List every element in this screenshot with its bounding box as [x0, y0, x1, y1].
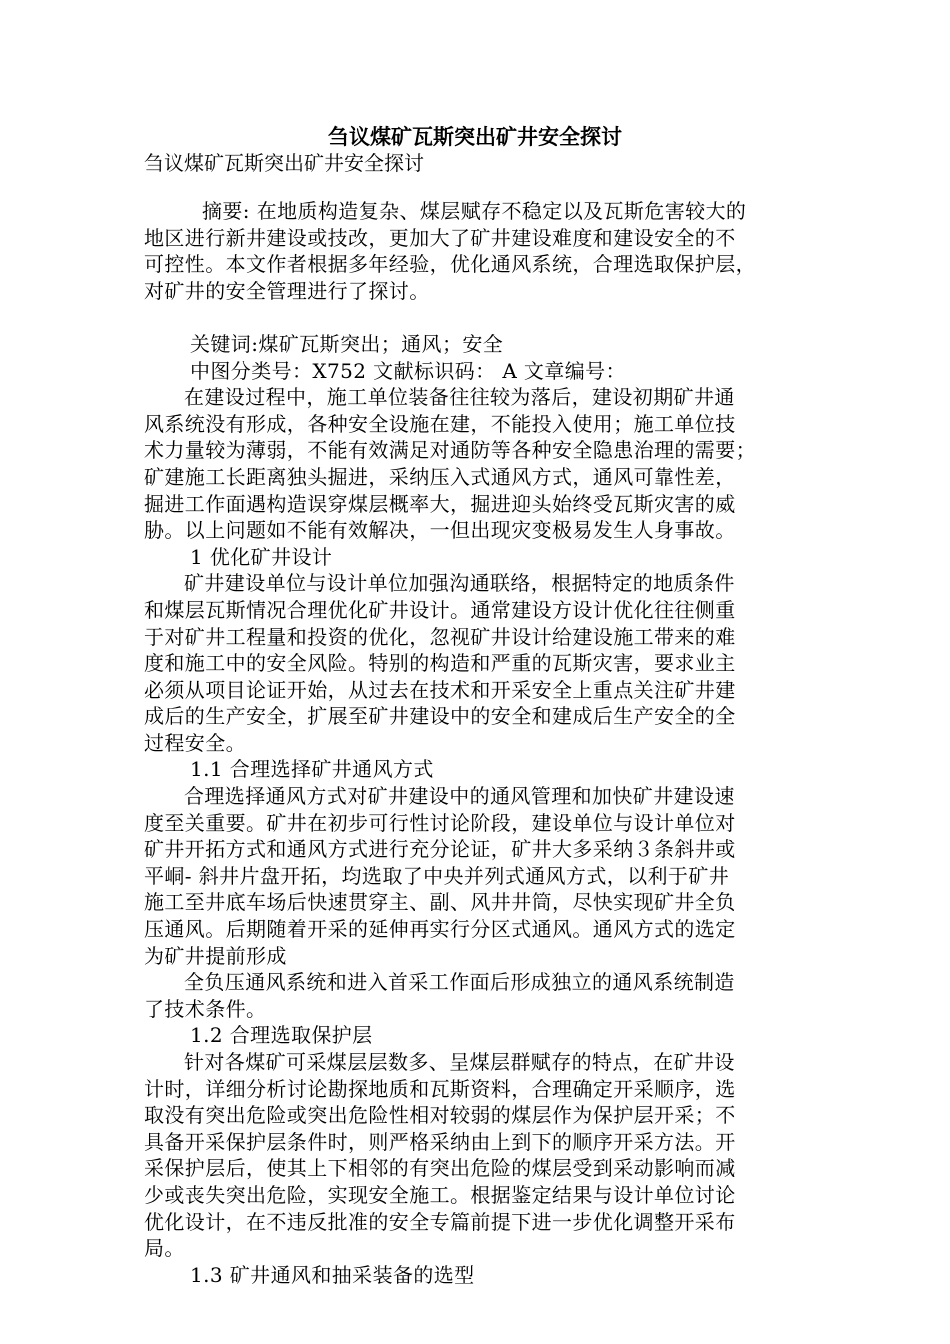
body-line: 全负压通风系统和进入首采工作面后形成独立的通风系统制造 [184, 970, 735, 995]
body-line: 为矿井提前形成 [144, 943, 287, 968]
body-line: 针对各煤矿可采煤层层数多、呈煤层群赋存的特点，在矿井设 [184, 1050, 735, 1074]
body-line: 于对矿井工程量和投资的优化，忽视矿井设计给建设施工带来的难 [144, 624, 736, 649]
page-title: 刍议煤矿瓦斯突出矿井安全探讨 [328, 125, 622, 149]
abstract-line: 地区进行新井建设或技改，更加大了矿井建设难度和建设安全的不 [144, 225, 736, 250]
body-line: 成后的生产安全，扩展至矿井建设中的安全和建成后生产安全的全 [144, 704, 736, 729]
body-line: 掘进工作面遇构造误穿煤层概率大，掘进迎头始终受瓦斯灾害的威 [144, 491, 736, 516]
document-body [144, 198, 808, 1288]
body-line: 在建设过程中，施工单位装备往往较为落后，建设初期矿井通 [184, 385, 735, 410]
body-line: 计时，详细分析讨论勘探地质和瓦斯资料，合理确定开采顺序，选 [144, 1076, 736, 1101]
body-line: 优化设计，在不违反批准的安全专篇前提下进一步优化调整开采布 [144, 1209, 736, 1234]
paragraph-gap [144, 304, 808, 331]
body-line: 过程安全。 [144, 730, 246, 755]
body-line: 必须从项目论证开始，从过去在技术和开采安全上重点关注矿井建 [144, 677, 736, 702]
body-line: 平峒- 斜井片盘开拓，均选取了中央并列式通风方式，以利于矿井 [144, 863, 730, 888]
abstract-line: 摘要: 在地质构造复杂、煤层赋存不稳定以及瓦斯危害较大的 [202, 199, 747, 223]
body-line: 矿建施工长距离独头掘进，采纳压入式通风方式，通风可靠性差， [144, 464, 736, 489]
page-subtitle: 刍议煤矿瓦斯突出矿井安全探讨 [144, 151, 424, 175]
section-heading: 1.1 合理选择矿井通风方式 [190, 757, 434, 782]
body-line: 术力量较为薄弱，不能有效满足对通防等各种安全隐患治理的需要； [144, 438, 756, 463]
body-line: 了技术条件。 [144, 996, 267, 1021]
body-line: 风系统没有形成，各种安全设施在建，不能投入使用；施工单位技 [144, 411, 736, 436]
section-heading: 1 优化矿井设计 [190, 544, 333, 569]
body-line: 合理选择通风方式对矿井建设中的通风管理和加快矿井建设速 [184, 784, 735, 809]
body-line: 压通风。后期随着开采的延伸再实行分区式通风。通风方式的选定 [144, 917, 736, 942]
body-line: 少或丧失突出危险，实现安全施工。根据鉴定结果与设计单位讨论 [144, 1182, 736, 1207]
body-line: 矿井建设单位与设计单位加强沟通联络，根据特定的地质条件 [184, 571, 735, 596]
body-line: 矿井开拓方式和通风方式进行充分论证，矿井大多采纳３条斜井或 [144, 837, 736, 862]
body-line: 和煤层瓦斯情况合理优化矿井设计。通常建设方设计优化往往侧重 [144, 597, 736, 622]
abstract-line: 对矿井的安全管理进行了探讨。 [144, 278, 430, 303]
section-heading: 1.3 矿井通风和抽采装备的选型 [190, 1262, 475, 1287]
body-line: 局。 [144, 1236, 185, 1261]
section-heading: 1.2 合理选取保护层 [190, 1023, 373, 1048]
body-line: 施工至井底车场后快速贯穿主、副、风井井筒，尽快实现矿井全负 [144, 890, 736, 915]
body-line: 采保护层后，使其上下相邻的有突出危险的煤层受到采动影响而减 [144, 1156, 736, 1181]
body-line: 具备开采保护层条件时，则严格采纳由上到下的顺序开采方法。开 [144, 1129, 736, 1154]
body-line: 取没有突出危险或突出危险性相对较弱的煤层作为保护层开采；不 [144, 1103, 736, 1128]
body-line: 度至关重要。矿井在初步可行性讨论阶段，建设单位与设计单位对 [144, 810, 736, 835]
keywords-line: 关键词:煤矿瓦斯突出；通风；安全 [190, 331, 504, 356]
body-line: 胁。以上问题如不能有效解决，一但出现灾变极易发生人身事故。 [144, 518, 736, 543]
abstract-line: 可控性。本文作者根据多年经验，优化通风系统，合理选取保护层， [144, 252, 756, 277]
classification-line: 中图分类号：X752 文献标识码： A 文章编号： [190, 358, 626, 383]
body-line: 度和施工中的安全风险。特别的构造和严重的瓦斯灾害，要求业主 [144, 651, 736, 676]
